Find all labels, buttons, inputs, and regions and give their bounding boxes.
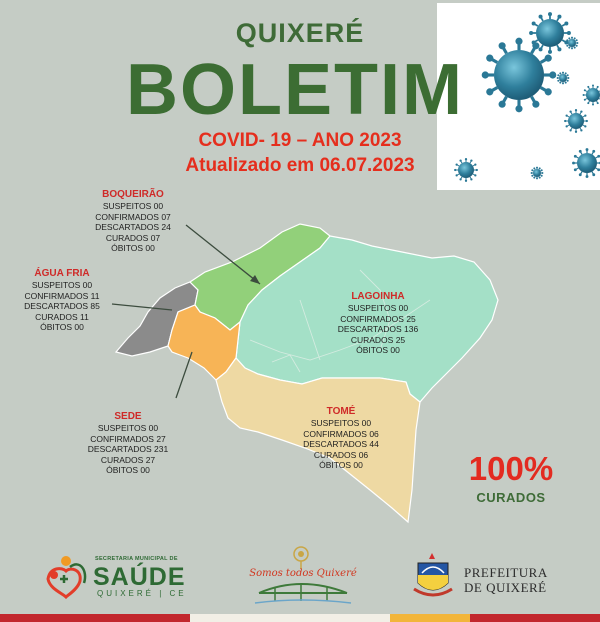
virus-particle (583, 85, 600, 106)
stat-curados: CURADOS 06 (313, 449, 369, 460)
stat-suspeitos: SUSPEITOS 00 (102, 201, 164, 211)
cured-label: CURADOS (476, 490, 546, 505)
somos-slogan: Somos todos Quixeré (249, 568, 357, 579)
stat-confirmados: CONFIRMADOS 11 (24, 290, 100, 301)
city-heading: QUIXERÉ (235, 18, 365, 48)
stat-obitos: ÓBITOS 00 (40, 322, 84, 332)
virus-particle (557, 72, 570, 85)
saude-city: QUIXERÉ | CE (97, 589, 187, 598)
saude-secretaria: SECRETARIA MUNICIPAL DE (95, 556, 178, 562)
pointer-sede (176, 352, 192, 398)
stat-descartados: DESCARTADOS 85 (24, 301, 100, 311)
stat-curados: CURADOS 27 (100, 454, 156, 465)
stat-confirmados: CONFIRMADOS 06 (303, 428, 379, 439)
stripe-white (190, 614, 390, 622)
stat-descartados: DESCARTADOS 44 (303, 439, 379, 449)
prefeitura-line-2: DE QUIXERÉ (464, 580, 547, 595)
prefeitura-line-1: PREFEITURA (464, 565, 548, 580)
stat-suspeitos: SUSPEITOS 00 (97, 423, 159, 433)
stat-descartados: DESCARTADOS 136 (337, 324, 419, 334)
stat-descartados: DESCARTADOS 231 (87, 444, 169, 454)
stat-obitos: ÓBITOS 00 (319, 460, 363, 470)
bulletin-title: BOLETIM (126, 50, 464, 130)
district-agua-fria (12, 268, 112, 333)
stat-curados: CURADOS 11 (35, 311, 89, 322)
district-name: ÁGUA FRIA (34, 268, 90, 279)
stripe-red (0, 614, 190, 622)
updated-date: Atualizado em 06.07.2023 (185, 155, 415, 176)
stat-confirmados: CONFIRMADOS 25 (340, 313, 416, 324)
district-name: TOMÉ (326, 406, 356, 417)
district-name: SEDE (114, 411, 142, 422)
stat-suspeitos: SUSPEITOS 00 (31, 280, 93, 290)
stat-obitos: ÓBITOS 00 (106, 465, 150, 475)
saude-title: SAÚDE (93, 563, 186, 591)
stripe-yellow (390, 614, 470, 622)
stat-curados: CURADOS 07 (105, 232, 161, 243)
cured-percentage: 100% (468, 450, 554, 487)
stat-suspeitos: SUSPEITOS 00 (347, 303, 409, 313)
stat-confirmados: CONFIRMADOS 27 (90, 433, 166, 444)
stripe-red-right (470, 614, 600, 622)
district-tome (290, 406, 392, 471)
district-boqueirao (82, 189, 184, 254)
district-name: LAGOINHA (351, 291, 405, 302)
stat-obitos: ÓBITOS 00 (111, 243, 155, 253)
footer-logos (0, 545, 600, 615)
covid-year-heading: COVID- 19 – ANO 2023 (198, 130, 402, 151)
stat-confirmados: CONFIRMADOS 07 (95, 211, 171, 222)
stat-suspeitos: SUSPEITOS 00 (310, 418, 372, 428)
stat-obitos: ÓBITOS 00 (356, 345, 400, 355)
district-lagoinha (326, 291, 430, 356)
stat-curados: CURADOS 25 (350, 334, 406, 345)
stat-descartados: DESCARTADOS 24 (95, 222, 171, 232)
district-name: BOQUEIRÃO (102, 189, 164, 200)
district-sede (70, 411, 186, 476)
